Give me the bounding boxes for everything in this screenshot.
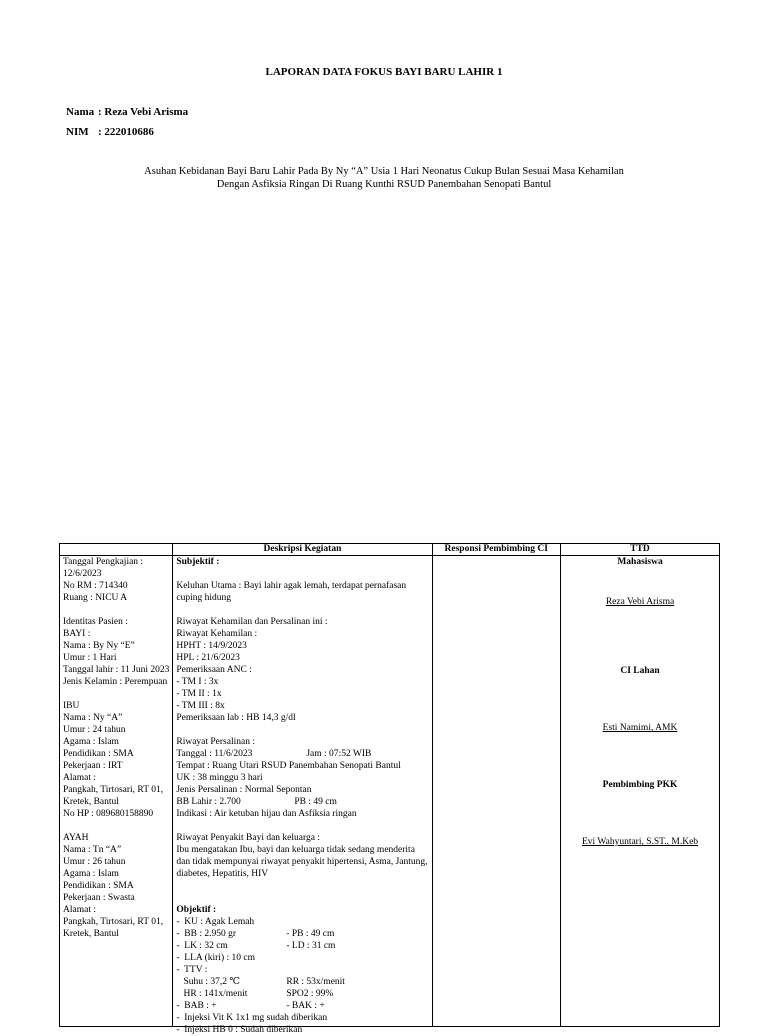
identity-line: Agama : Islam (63, 737, 119, 747)
description-line: Ibu mengatakan Ibu, bayi dan keluarga tidak sedang menderita dan tidak mempunyai riwayat penyakit hipertensi, Asma, Jantung, diabetes, Hepatitis, HIV (176, 845, 428, 879)
subjektif-label: Subjektif : (176, 557, 220, 567)
objektif-item-right: - PB : 49 cm (286, 929, 335, 939)
identity-line: Nama : By Ny “E” (63, 641, 135, 651)
persalinan-lines (176, 760, 428, 796)
pembimbing-pkk-name: Evi Wahyuntari, S.ST., M.Keb (582, 837, 699, 847)
objektif-list (176, 916, 428, 1036)
birth-length: PB : 49 cm (294, 797, 337, 807)
objektif-item-left: - TTV : (176, 965, 208, 975)
description-line (176, 880, 428, 892)
history-lines (176, 808, 428, 904)
description-line: Jenis Persalinan : Normal Sepontan (176, 785, 312, 795)
signature-cell (561, 556, 720, 1027)
description-line: Indikasi : Air ketuban hijau dan Asfiksia ringan (176, 809, 357, 819)
persalinan-time: Jam : 07:52 WIB (306, 749, 372, 759)
objektif-item (176, 1000, 428, 1012)
objektif-item (176, 964, 428, 976)
objektif-item (176, 952, 428, 964)
description-line: - TM II : 1x (176, 689, 222, 699)
objektif-item-left: - BB : 2.950 gr (176, 929, 236, 939)
identity-line: No RM : 714340 (63, 581, 128, 591)
identity-line (63, 604, 169, 616)
identity-line: Tanggal lahir : 11 Juni 2023 (63, 665, 170, 675)
description-line: HPHT : 14/9/2023 (176, 641, 247, 651)
report-table (59, 543, 720, 1035)
birth-measure-row (176, 796, 428, 808)
identity-line: Tanggal Pengkajian : 12/6/2023 (63, 557, 144, 579)
description-line: Keluhan Utama : Bayi lahir agak lemah, terdapat pernafasan cuping hidung (176, 581, 407, 603)
description-line: - TM I : 3x (176, 677, 219, 687)
identity-line: BAYI : (63, 629, 91, 639)
student-nim-row (66, 126, 154, 138)
nim-key: NIM (66, 126, 89, 138)
ci-lahan-label: CI Lahan (620, 666, 660, 676)
description-line (176, 820, 428, 832)
description-line (176, 568, 428, 580)
header-responsi: Responsi Pembimbing CI (432, 544, 561, 556)
description-line (176, 724, 428, 736)
identity-line: Agama : Islam (63, 869, 119, 879)
header-ttd: TTD (561, 544, 720, 556)
identity-line: Jenis Kelamin : Perempuan (63, 677, 168, 687)
objektif-item (176, 916, 428, 928)
subjektif-lines (176, 568, 428, 748)
header-deskripsi: Deskripsi Kegiatan (173, 544, 432, 556)
description-line (176, 892, 428, 904)
identity-line: Pekerjaan : IRT (63, 761, 123, 771)
objektif-item (176, 940, 428, 952)
identity-line: Nama : Ny “A” (63, 713, 123, 723)
description-line: - TM III : 8x (176, 701, 225, 711)
identity-line: IBU (63, 701, 80, 711)
page-title: LAPORAN DATA FOKUS BAYI BARU LAHIR 1 (265, 66, 503, 78)
patient-identity-cell (60, 556, 173, 1027)
signature-content (564, 556, 716, 1026)
identity-line: AYAH (63, 833, 89, 843)
identity-line: Pekerjaan : Swasta (63, 893, 135, 903)
identity-line: Ruang : NICU A (63, 593, 128, 603)
description-line: HPL : 21/6/2023 (176, 653, 240, 663)
name-value: : Reza Vebi Arisma (98, 106, 189, 118)
name-key: Nama (66, 106, 95, 118)
persalinan-date: Tanggal : 11/6/2023 (176, 749, 253, 759)
objektif-label: Objektif : (176, 905, 217, 915)
objektif-item (176, 988, 428, 1000)
description-line: Riwayat Kehamilan : (176, 629, 258, 639)
description-line: Riwayat Penyakit Bayi dan keluarga : (176, 833, 320, 843)
objektif-item-left: - Injeksi HB 0 : Sudah diberikan (176, 1025, 303, 1035)
objektif-item-left: - BAB : + (176, 1001, 217, 1011)
table-row (60, 556, 720, 1027)
objektif-item-right: SPO2 : 99% (286, 989, 334, 999)
identity-line: Alamat : (63, 905, 96, 915)
birth-weight: BB Lahir : 2.700 (176, 797, 241, 807)
identity-line: Pangkah, Tirtosari, RT 01, Kretek, Bantul (63, 785, 164, 807)
subtitle-line-1: Asuhan Kebidanan Bayi Baru Lahir Pada By Ny “A” Usia 1 Hari Neonatus Cukup Bulan Sesuai Masa Kehamilan (144, 166, 624, 177)
header-blank (60, 544, 173, 556)
description-line: Pemeriksaan ANC : (176, 665, 252, 675)
description-line: Riwayat Kehamilan dan Persalinan ini : (176, 617, 328, 627)
identity-line: Pendidikan : SMA (63, 749, 134, 759)
mahasiswa-name: Reza Vebi Arisma (605, 597, 675, 607)
table-header-row (60, 544, 720, 556)
identity-line: Umur : 26 tahun (63, 857, 126, 867)
identity-line: Umur : 24 tahun (63, 725, 126, 735)
description-content (176, 556, 428, 1035)
pembimbing-pkk-label: Pembimbing PKK (602, 780, 678, 790)
identity-line: Identitas Pasien : (63, 617, 128, 627)
objektif-item-left: HR : 141x/menit (176, 989, 248, 999)
objektif-item (176, 928, 428, 940)
identity-line: Alamat : (63, 773, 96, 783)
objektif-item-left: - LLA (kiri) : 10 cm (176, 953, 255, 963)
objektif-item (176, 976, 428, 988)
identity-line: Nama : Tn “A” (63, 845, 122, 855)
responsi-cell (432, 556, 561, 1027)
description-cell (173, 556, 432, 1035)
identity-line: Pangkah, Tirtosari, RT 01, Kretek, Bantul (63, 917, 164, 939)
objektif-item (176, 1024, 428, 1036)
objektif-item-left: - LK : 32 cm (176, 941, 228, 951)
patient-identity-list (63, 556, 169, 1026)
objektif-item-left: - Injeksi Vit K 1x1 mg sudah diberikan (176, 1013, 328, 1023)
description-line: Riwayat Persalinan : (176, 737, 255, 747)
identity-line (63, 688, 169, 700)
mahasiswa-label: Mahasiswa (617, 557, 663, 567)
description-line: Tempat : Ruang Utari RSUD Panembahan Senopati Bantul (176, 761, 401, 771)
identity-line: Umur : 1 Hari (63, 653, 117, 663)
objektif-item-right: RR : 53x/menit (286, 977, 345, 987)
identity-line: Pendidikan : SMA (63, 881, 134, 891)
description-line: Pemeriksaan lab : HB 14,3 g/dl (176, 713, 296, 723)
objektif-item (176, 1012, 428, 1024)
objektif-item-right: - LD : 31 cm (286, 941, 336, 951)
objektif-item-left: - KU : Agak Lemah (176, 917, 255, 927)
student-name-row (66, 106, 188, 118)
objektif-item-left: Suhu : 37,2 ℃ (176, 977, 241, 987)
identity-line: No HP : 089680158890 (63, 809, 154, 819)
nim-value: : 222010686 (98, 126, 154, 138)
identity-line (63, 820, 169, 832)
persalinan-date-row (176, 748, 428, 760)
subtitle-line-2: Dengan Asfiksia Ringan Di Ruang Kunthi RSUD Panembahan Senopati Bantul (216, 179, 552, 190)
description-line: UK : 38 minggu 3 hari (176, 773, 263, 783)
objektif-item-right: - BAK : + (286, 1001, 325, 1011)
report-subtitle (60, 165, 708, 191)
description-line (176, 604, 428, 616)
ci-lahan-name: Esti Namimi, AMK (602, 723, 678, 733)
